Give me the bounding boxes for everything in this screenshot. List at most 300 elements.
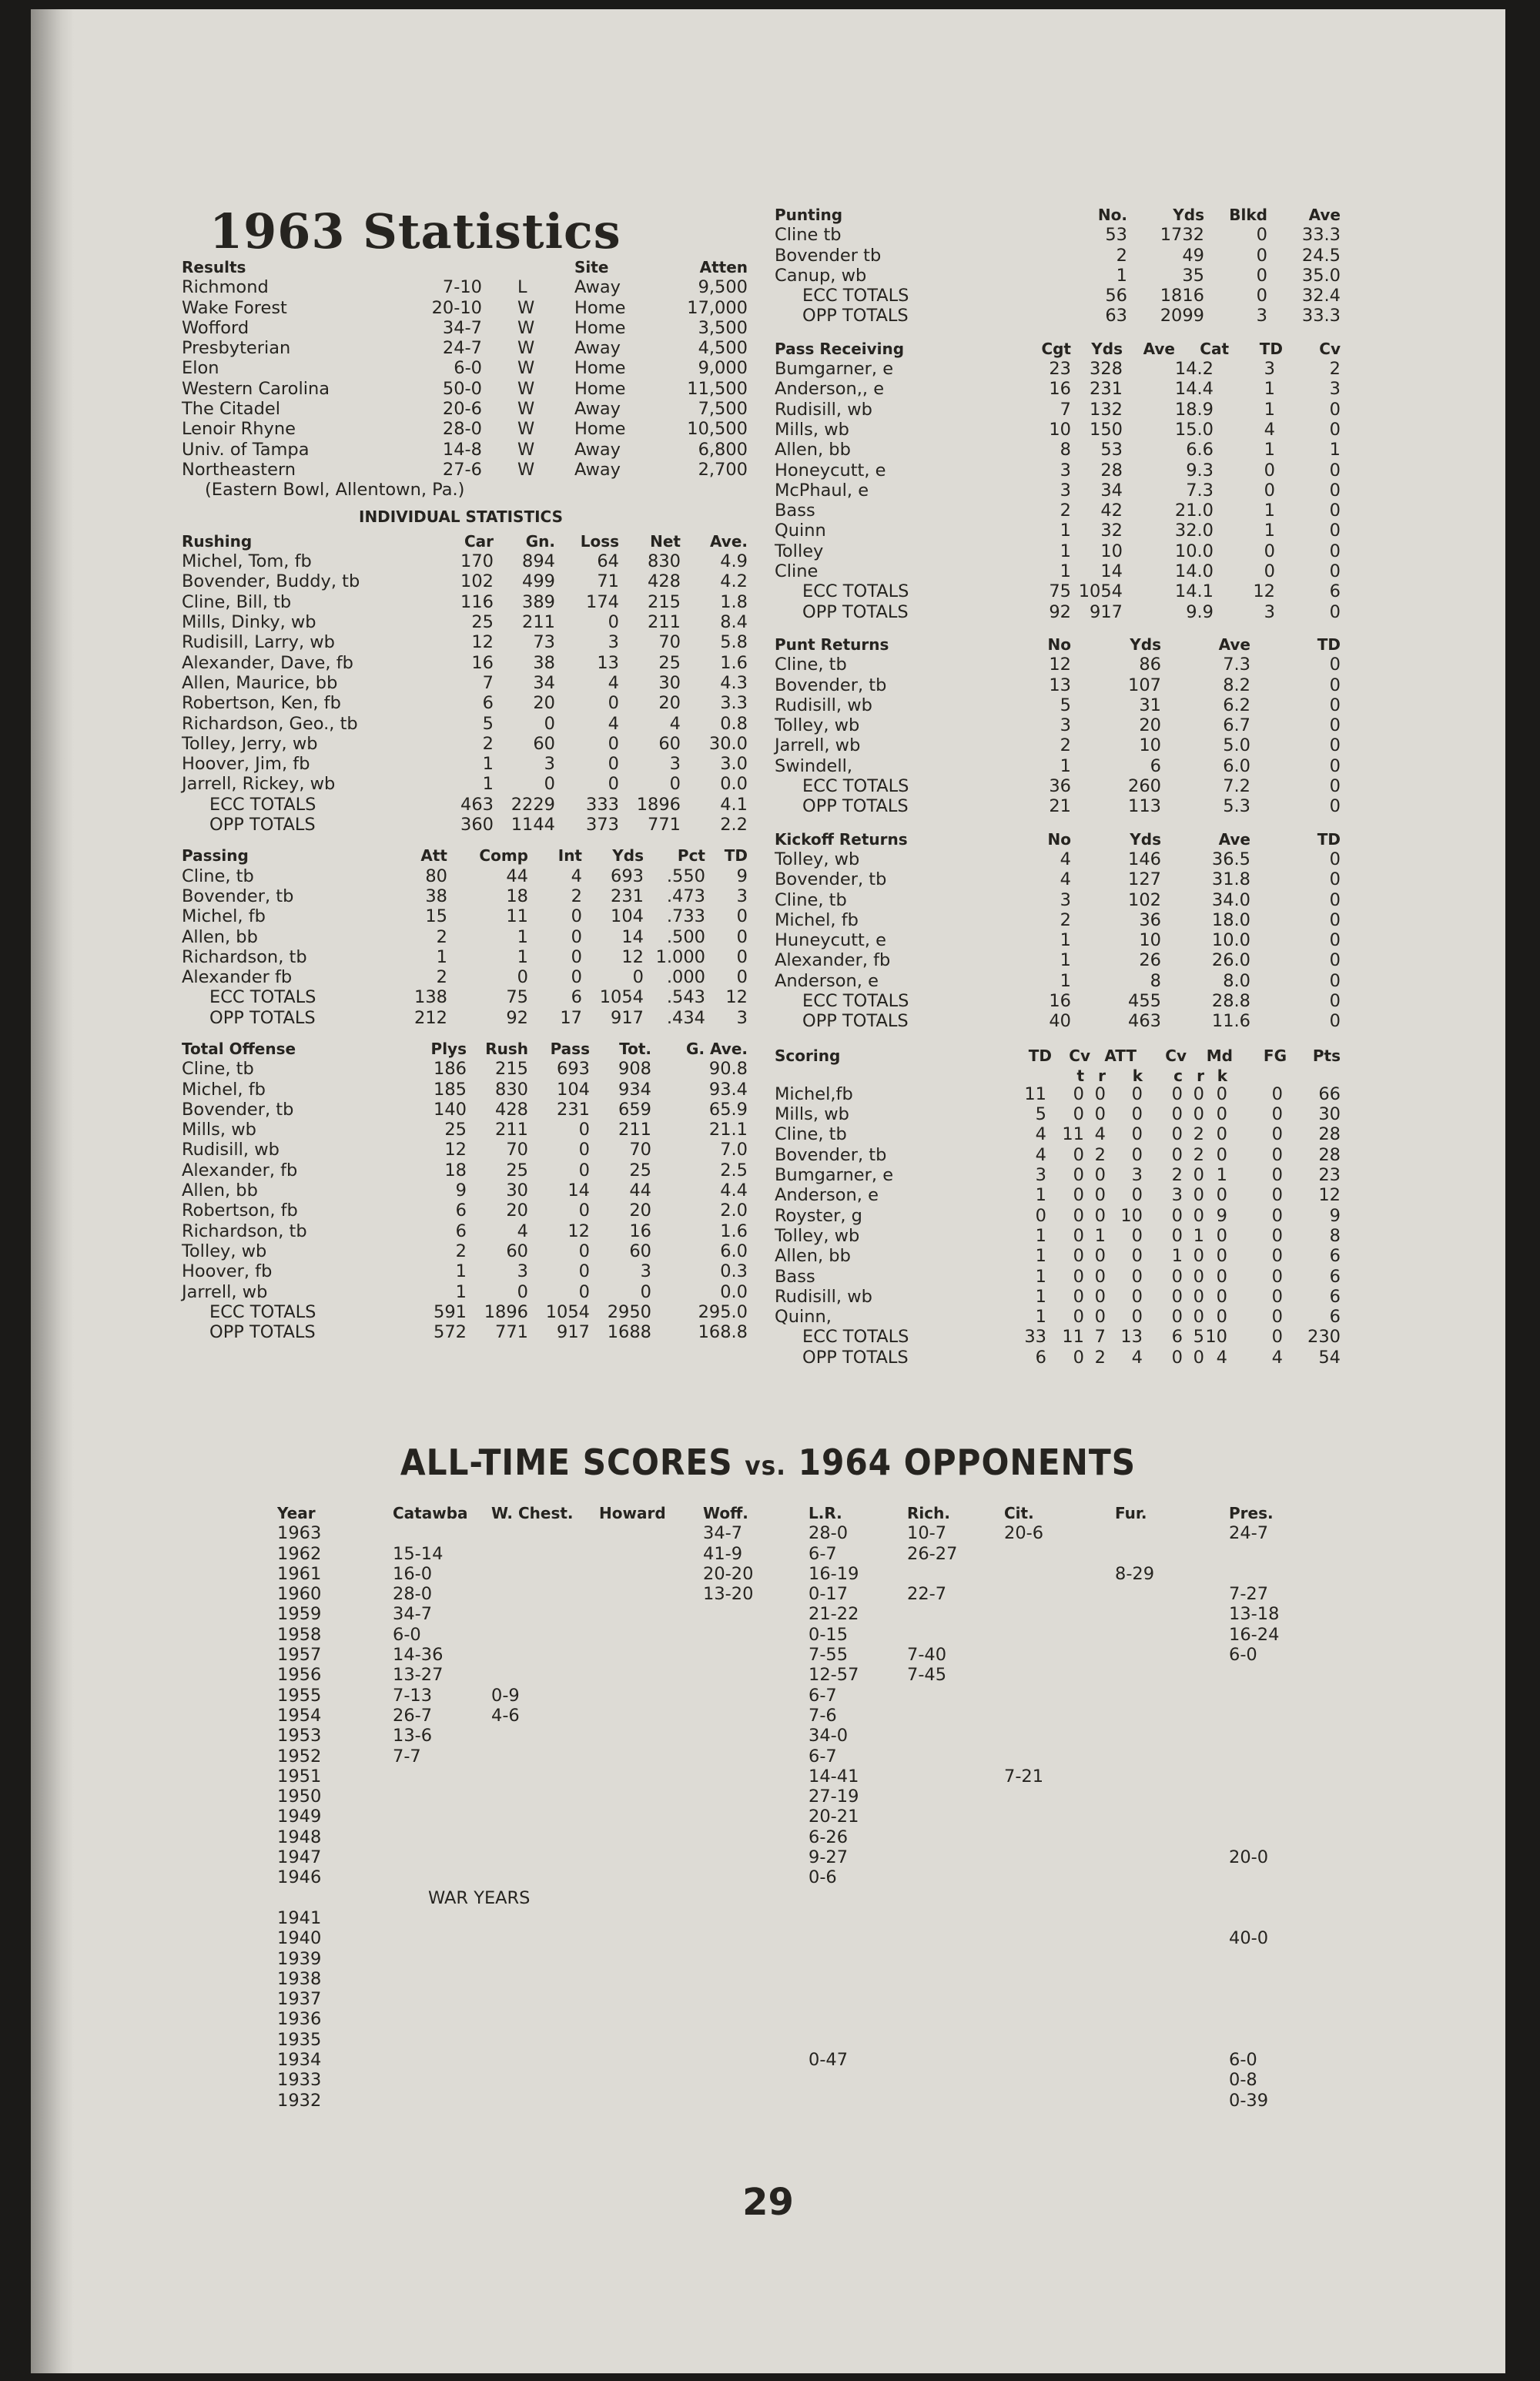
table-cell: 7.2	[1223, 776, 1250, 797]
table-cell: 60	[506, 1241, 528, 1261]
table-cell: 6.6	[1186, 440, 1214, 460]
table-cell: W	[517, 358, 535, 379]
alltime-row	[277, 1604, 1340, 1624]
table-cell: 16	[629, 1221, 651, 1241]
row-label: 1958	[277, 1624, 322, 1645]
kickoff-returns-row	[775, 890, 1344, 910]
table-cell: 908	[618, 1059, 651, 1080]
table-cell: 14.0	[1174, 561, 1214, 582]
table-cell: 1	[482, 754, 494, 775]
table-cell: Howard	[599, 1504, 666, 1522]
table-cell: ATT	[1104, 1046, 1137, 1065]
table-cell: 0	[1073, 1165, 1084, 1186]
table-cell: Home	[574, 419, 626, 440]
row-label: 1956	[277, 1665, 322, 1686]
table-cell: 102	[460, 571, 494, 592]
table-cell: 0	[1256, 286, 1267, 306]
table-cell: Cat	[1200, 339, 1229, 358]
row-label: 1933	[277, 2070, 322, 2091]
table-cell: 5	[1060, 695, 1071, 715]
passing-total-row	[182, 987, 752, 1007]
table-cell: 16-0	[393, 1563, 433, 1584]
table-cell: 9.9	[1186, 601, 1214, 622]
table-cell: 2.0	[720, 1201, 748, 1221]
table-cell: 63	[1105, 306, 1127, 327]
row-label: Alexander, Dave, fb	[182, 652, 353, 673]
table-cell: 1688	[607, 1322, 651, 1343]
table-cell: 16-19	[808, 1563, 859, 1584]
table-cell: 2099	[1160, 306, 1204, 327]
row-label: 1940	[277, 1928, 322, 1949]
row-label: OPP TOTALS	[802, 1011, 909, 1032]
table-cell: 0	[1216, 1307, 1227, 1328]
table-cell: 499	[522, 571, 555, 592]
table-cell: 5.0	[1223, 735, 1250, 756]
row-label: Lenoir Rhyne	[182, 419, 296, 440]
table-cell: 6	[455, 1201, 467, 1221]
table-cell: 6,800	[698, 439, 748, 460]
table-cell: 170	[460, 551, 494, 572]
punting-header	[775, 205, 1344, 225]
table-cell: 3.0	[720, 754, 748, 775]
table-cell: 0	[1094, 1307, 1106, 1328]
table-cell: 328	[1090, 359, 1123, 380]
table-cell: 6	[1171, 1327, 1183, 1348]
table-cell: 0	[1216, 1225, 1227, 1246]
table-cell: Cgt	[1041, 339, 1071, 358]
table-cell: 10	[1139, 930, 1161, 951]
row-label: ECC TOTALS	[209, 987, 316, 1008]
table-cell: 1144	[511, 815, 555, 836]
table-cell: 10	[1049, 419, 1071, 440]
table-cell: 917	[1090, 601, 1123, 622]
table-cell: 20-6	[1004, 1523, 1044, 1544]
row-label: Allen, bb	[182, 1180, 258, 1201]
table-cell: G. Ave.	[686, 1039, 748, 1058]
total-offense-row	[182, 1120, 752, 1140]
table-cell: 2	[1060, 909, 1071, 930]
table-cell: 16-24	[1229, 1624, 1280, 1645]
table-cell: 20	[533, 693, 555, 714]
table-cell: 13	[1049, 675, 1071, 695]
table-cell: 4	[1035, 1144, 1046, 1165]
results-row	[182, 460, 752, 480]
table-cell: 0	[1271, 1205, 1283, 1226]
table-cell: Cit.	[1004, 1504, 1034, 1522]
table-cell: 1.000	[655, 946, 705, 967]
table-cell: 0	[1216, 1286, 1227, 1307]
table-cell: 1	[1264, 379, 1275, 400]
results-row	[182, 440, 752, 460]
table-cell: Car	[464, 531, 494, 551]
table-cell: No.	[1097, 206, 1127, 224]
table-cell: 13-18	[1229, 1604, 1280, 1625]
table-cell: Away	[574, 439, 621, 460]
row-label: 1954	[277, 1705, 322, 1726]
table-cell: 3	[1035, 1165, 1046, 1186]
table-cell: Cv	[1165, 1046, 1187, 1065]
table-cell: 0	[1035, 1205, 1046, 1226]
table-cell: 0	[578, 1261, 590, 1282]
table-cell: 4-6	[491, 1705, 520, 1726]
table-cell: 0.0	[720, 1281, 748, 1302]
table-cell: 1	[1035, 1266, 1046, 1287]
table-cell: 11	[506, 906, 528, 927]
table-cell: 20	[1139, 715, 1161, 736]
row-label: 1953	[277, 1726, 322, 1746]
row-label: Anderson, e	[775, 970, 879, 991]
table-cell: 20	[629, 1201, 651, 1221]
table-cell: 9	[736, 866, 748, 886]
table-cell: 6	[1150, 755, 1161, 776]
row-label: 1959	[277, 1604, 322, 1625]
table-cell: 16	[1049, 379, 1071, 400]
table-cell: 455	[1128, 990, 1161, 1011]
table-cell: 9-27	[808, 1847, 849, 1868]
table-cell: 90.8	[708, 1059, 748, 1080]
table-cell: 0	[1216, 1246, 1227, 1267]
alltime-row	[277, 1969, 1340, 1989]
pass-receiving-row	[775, 481, 1344, 501]
table-cell: 7-21	[1004, 1766, 1044, 1787]
table-cell: 146	[1128, 849, 1161, 869]
table-cell: 5.8	[720, 632, 748, 653]
table-cell: 6	[1035, 1347, 1046, 1368]
row-label: 1939	[277, 1948, 322, 1969]
table-cell: 0	[1329, 869, 1341, 890]
table-cell: 20-6	[442, 399, 482, 420]
table-cell: 0	[1193, 1347, 1204, 1368]
table-cell: 20	[658, 693, 681, 714]
alltime-row	[277, 1645, 1340, 1665]
table-cell: 215	[495, 1059, 528, 1080]
alltime-row	[277, 1686, 1340, 1706]
pass-receiving-row	[775, 501, 1344, 521]
table-cell: 894	[522, 551, 555, 572]
table-cell: 14	[567, 1180, 590, 1201]
table-cell: 771	[495, 1322, 528, 1343]
table-cell: 28-0	[393, 1584, 433, 1605]
table-cell: 174	[586, 591, 619, 612]
row-label: 1963	[277, 1523, 322, 1544]
table-cell: 6-7	[808, 1685, 837, 1706]
table-cell: 0	[608, 733, 619, 754]
row-label: 1932	[277, 2090, 322, 2111]
table-cell: 10-7	[907, 1523, 947, 1544]
row-label: Allen, bb	[775, 1246, 851, 1267]
row-label: 1955	[277, 1685, 322, 1706]
table-cell: 34	[1100, 480, 1123, 501]
row-label: 1947	[277, 1847, 322, 1868]
results-row	[182, 298, 752, 318]
table-cell: 4	[1094, 1124, 1106, 1145]
table-cell: 0	[571, 946, 582, 967]
row-label: (Eastern Bowl, Allentown, Pa.)	[205, 480, 465, 501]
table-cell: 34-7	[393, 1604, 433, 1625]
row-label: Alexander, fb	[182, 1160, 298, 1180]
kickoff-returns-row	[775, 971, 1344, 991]
rushing-row	[182, 673, 752, 693]
table-cell: 0	[1271, 1083, 1283, 1104]
row-label: Jarrell, wb	[775, 735, 861, 756]
table-cell: Woff.	[703, 1504, 748, 1522]
table-cell: 211	[495, 1120, 528, 1140]
table-cell: 11	[1062, 1327, 1084, 1348]
table-cell: 6	[1329, 1286, 1341, 1307]
table-cell: 23	[1318, 1165, 1341, 1186]
row-label: Bovender tb	[775, 245, 882, 266]
table-cell: 1732	[1160, 225, 1204, 246]
table-cell: 20-20	[703, 1563, 754, 1584]
table-cell: .434	[666, 1007, 705, 1028]
table-cell: 50-0	[442, 378, 482, 399]
table-cell: 22-7	[907, 1584, 947, 1605]
table-cell: 21.1	[708, 1120, 748, 1140]
scoring-row	[775, 1307, 1344, 1327]
row-label: Tolley, wb	[775, 849, 860, 869]
table-cell: 0	[1073, 1225, 1084, 1246]
table-cell: 21-22	[808, 1604, 859, 1625]
table-cell: 86	[1139, 655, 1161, 675]
table-cell: 0	[1171, 1124, 1183, 1145]
table-cell: 0	[1264, 561, 1275, 582]
table-cell: 34	[533, 672, 555, 693]
row-label: Cline	[775, 561, 819, 582]
row-label: Total Offense	[182, 1039, 296, 1058]
table-cell: 0	[736, 926, 748, 947]
punt-returns-total-row	[775, 796, 1344, 816]
scoring-row	[775, 1084, 1344, 1104]
table-cell: TD	[1028, 1046, 1052, 1065]
table-cell: 0-47	[808, 2050, 849, 2071]
table-cell: W	[517, 378, 535, 399]
table-cell: 7.3	[1186, 480, 1214, 501]
table-cell: 0-9	[491, 1685, 520, 1706]
table-cell: 28	[1318, 1124, 1341, 1145]
row-label: ECC TOTALS	[802, 776, 909, 797]
table-cell: 4	[1271, 1347, 1283, 1368]
table-cell: 231	[1090, 379, 1123, 400]
individual-title	[182, 507, 752, 527]
table-cell: 3	[1131, 1165, 1143, 1186]
kickoff-returns-header	[775, 829, 1344, 849]
row-label: Cline tb	[775, 225, 842, 246]
alltime-row	[277, 1928, 1340, 1948]
table-cell: 4	[1035, 1124, 1046, 1145]
row-label: ECC TOTALS	[802, 990, 909, 1011]
table-cell: 0	[1329, 521, 1341, 541]
table-cell: Ave	[1308, 206, 1341, 224]
pass-receiving-header	[775, 339, 1344, 359]
table-cell: 2	[571, 886, 582, 906]
table-cell: 215	[648, 591, 681, 612]
results-row	[182, 379, 752, 399]
table-cell: 0	[1271, 1165, 1283, 1186]
table-cell: 0	[1329, 501, 1341, 521]
table-cell: L.R.	[808, 1504, 842, 1522]
table-cell: 7-40	[907, 1645, 947, 1666]
table-cell: 20-10	[431, 297, 482, 318]
row-label: OPP TOTALS	[802, 796, 909, 817]
scoring-row	[775, 1226, 1344, 1246]
table-cell: 10	[1120, 1205, 1143, 1226]
table-cell: 0	[1329, 480, 1341, 501]
table-cell: 33	[1024, 1327, 1046, 1348]
table-cell: Atten	[699, 258, 748, 276]
row-label: 1951	[277, 1766, 322, 1787]
table-cell: 0	[1094, 1205, 1106, 1226]
table-cell: 25	[471, 612, 494, 633]
results-note	[182, 480, 752, 500]
table-cell: 0	[1264, 541, 1275, 561]
row-label: ECC TOTALS	[209, 1301, 316, 1322]
table-cell: 10.0	[1174, 541, 1214, 561]
table-cell: 0	[1171, 1347, 1183, 1368]
table-cell: 2229	[511, 794, 555, 815]
table-cell: 24.5	[1301, 245, 1341, 266]
table-cell: 75	[506, 987, 528, 1008]
table-cell: 2	[455, 1241, 467, 1261]
row-label: Wofford	[182, 317, 249, 338]
table-cell: 1	[1094, 1225, 1106, 1246]
table-cell: 1	[1035, 1246, 1046, 1267]
table-cell: 31	[1139, 695, 1161, 715]
table-cell: 0	[1073, 1083, 1084, 1104]
table-cell: 1	[1060, 755, 1071, 776]
table-cell: 0	[1171, 1144, 1183, 1165]
table-cell: 113	[1128, 796, 1161, 817]
row-label: Swindell,	[775, 755, 852, 776]
results-row	[182, 399, 752, 419]
pass-receiving-row	[775, 440, 1344, 460]
table-cell: 0	[544, 713, 555, 734]
row-label: Cline, tb	[775, 1124, 847, 1145]
row-label: Mills, Dinky, wb	[182, 612, 316, 633]
scoring-header	[775, 1046, 1344, 1066]
table-cell: 9	[455, 1180, 467, 1201]
table-cell: 30.0	[708, 733, 748, 754]
table-cell: 10	[1139, 735, 1161, 756]
table-cell: 66	[1318, 1083, 1341, 1104]
table-cell: 0	[544, 774, 555, 795]
table-cell: 54	[1318, 1347, 1341, 1368]
table-cell: 13-27	[393, 1665, 444, 1686]
table-cell: 23	[1049, 359, 1071, 380]
table-cell: Ave.	[710, 531, 748, 551]
punt-returns-row	[775, 735, 1344, 755]
table-cell: 36	[1139, 909, 1161, 930]
table-cell: 0	[1216, 1266, 1227, 1287]
row-label: Allen, bb	[182, 926, 258, 947]
total-offense-header	[182, 1039, 752, 1059]
table-cell: 150	[1090, 419, 1123, 440]
table-cell: 830	[648, 551, 681, 572]
pass-receiving-total-row	[775, 602, 1344, 622]
table-cell: 360	[460, 815, 494, 836]
table-cell: 0	[1193, 1083, 1204, 1104]
table-cell: 7-45	[907, 1665, 947, 1686]
table-cell: 1	[1060, 561, 1071, 582]
table-cell: 15	[425, 906, 447, 927]
table-cell: 1.8	[720, 591, 748, 612]
table-cell: 15.0	[1174, 419, 1214, 440]
table-cell: 185	[434, 1079, 467, 1100]
table-cell: 0	[1073, 1347, 1084, 1368]
table-cell: 389	[522, 591, 555, 612]
row-label: Michel,fb	[775, 1083, 853, 1104]
table-cell: 771	[648, 815, 681, 836]
row-label: Cline, tb	[775, 889, 847, 910]
row-label: 1938	[277, 1968, 322, 1989]
table-cell: 0	[1329, 695, 1341, 715]
table-cell: 0	[1271, 1124, 1283, 1145]
alltime-row	[277, 1766, 1340, 1787]
table-cell: 18	[444, 1160, 467, 1180]
row-label: Tolley, wb	[775, 1225, 860, 1246]
alltime-row	[277, 1827, 1340, 1847]
table-cell: 0	[1329, 561, 1341, 582]
table-cell: 0	[1216, 1124, 1227, 1145]
table-cell: 1	[1035, 1225, 1046, 1246]
table-cell: 0	[1256, 245, 1267, 266]
kickoff-returns-row	[775, 930, 1344, 950]
table-cell: Pass	[550, 1039, 590, 1058]
table-cell: 0	[1264, 460, 1275, 481]
table-cell: 0	[1329, 930, 1341, 951]
row-label: Allen, bb	[775, 440, 851, 460]
table-cell: 33.3	[1301, 225, 1341, 246]
row-label: Alexander, fb	[775, 950, 891, 971]
row-label: Cline, tb	[182, 866, 254, 886]
table-cell: W	[517, 419, 535, 440]
table-cell: 0	[1193, 1307, 1204, 1328]
punting-row	[775, 225, 1344, 245]
table-cell: 0	[608, 693, 619, 714]
row-label: Anderson,, e	[775, 379, 885, 400]
table-cell: 211	[618, 1120, 651, 1140]
table-cell: 2	[436, 926, 447, 947]
table-cell: 32	[1100, 521, 1123, 541]
table-cell: 5.3	[1223, 796, 1250, 817]
table-cell: 2	[482, 733, 494, 754]
table-cell: 12	[444, 1140, 467, 1160]
right-column	[775, 205, 1344, 1368]
table-cell: 3	[1060, 480, 1071, 501]
table-cell: 0	[1329, 950, 1341, 971]
table-cell: 2.2	[720, 815, 748, 836]
row-label: Tolley, wb	[775, 715, 860, 736]
table-cell: 463	[1128, 1011, 1161, 1032]
table-cell: 25	[629, 1160, 651, 1180]
table-cell: Ave	[1218, 635, 1250, 654]
table-cell: k	[1217, 1066, 1227, 1085]
table-cell: 0	[1271, 1266, 1283, 1287]
table-cell: 3	[640, 1261, 651, 1282]
table-cell: 2950	[607, 1301, 651, 1322]
table-cell: 231	[557, 1099, 590, 1120]
passing-header	[182, 846, 752, 866]
table-cell: 4.2	[720, 571, 748, 592]
table-cell: 12	[1318, 1185, 1341, 1206]
table-cell: 6.7	[1223, 715, 1250, 736]
table-cell: Pts	[1312, 1046, 1341, 1065]
row-label: Scoring	[775, 1046, 841, 1065]
row-label: Univ. of Tampa	[182, 439, 310, 460]
table-cell: Away	[574, 399, 621, 420]
row-label: Kickoff Returns	[775, 829, 908, 849]
row-label: 1936	[277, 2009, 322, 2030]
table-cell: 0	[1131, 1104, 1143, 1125]
